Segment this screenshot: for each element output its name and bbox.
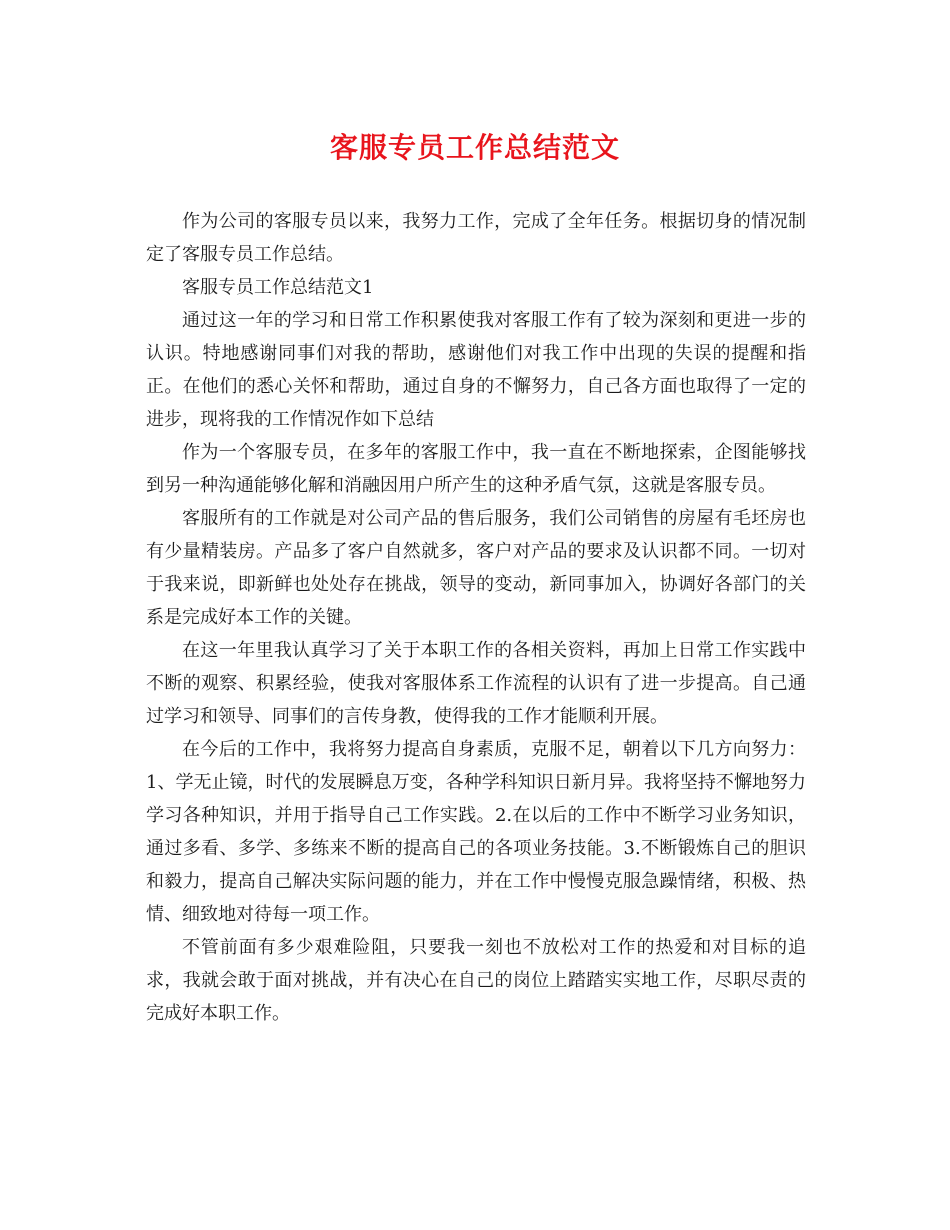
paragraph-service: 客服所有的工作就是对公司产品的售后服务，我们公司销售的房屋有毛坯房也有少量精装房。产品多了客户自然就多，客户对产品的要求及认识都不同。一切对于我来说，即新鲜也处处存在挑战，领导的变动，新同事加入，协调好各部门的关系是完成好本工作的关键。 bbox=[146, 508, 806, 628]
paragraph-learning: 通过这一年的学习和日常工作积累使我对客服工作有了较为深刻和更进一步的认识。特地感谢同事们对我的帮助，感谢他们对我工作中出现的失误的提醒和指正。在他们的悉心关怀和帮助，通过自身的不懈努力，自己各方面也取得了一定的进步，现将我的工作情况作如下总结 bbox=[146, 310, 806, 430]
paragraph-intro: 作为公司的客服专员以来，我努力工作，完成了全年任务。根据切身的情况制定了客服专员工作总结。 bbox=[146, 211, 806, 265]
paragraph-study: 在这一年里我认真学习了关于本职工作的各相关资料，再加上日常工作实践中不断的观察、积累经验，使我对客服体系工作流程的认识有了进一步提高。自己通过学习和领导、同事们的言传身教，使得我的工作才能顺利开展。 bbox=[146, 640, 806, 727]
document-title: 客服专员工作总结范文 bbox=[329, 131, 620, 164]
paragraph-role: 作为一个客服专员，在多年的客服工作中，我一直在不断地探索，企图能够找到另一种沟通能够化解和消融因用户所产生的这种矛盾气氛，这就是客服专员。 bbox=[146, 442, 806, 496]
paragraph-conclusion: 不管前面有多少艰难险阻，只要我一刻也不放松对工作的热爱和对目标的追求，我就会敢于面对挑战，并有决心在自己的岗位上踏踏实实地工作，尽职尽责的完成好本职工作。 bbox=[146, 937, 806, 1024]
paragraph-subtitle: 客服专员工作总结范文1 bbox=[182, 277, 374, 298]
document-body bbox=[146, 205, 806, 1030]
paragraph-future: 在今后的工作中，我将努力提高自身素质，克服不足，朝着以下几方向努力：1、学无止镜，时代的发展瞬息万变，各种学科知识日新月异。我将坚持不懈地努力学习各种知识，并用于指导自己工作实践。2.在以后的工作中不断学习业务知识，通过多看、多学、多练来不断的提高自己的各项业务技能。3.不断锻炼自己的胆识和毅力，提高自己解决实际问题的能力，并在工作中慢慢克服急躁情绪，积极、热情、细致地对待每一项工作。 bbox=[146, 739, 806, 925]
